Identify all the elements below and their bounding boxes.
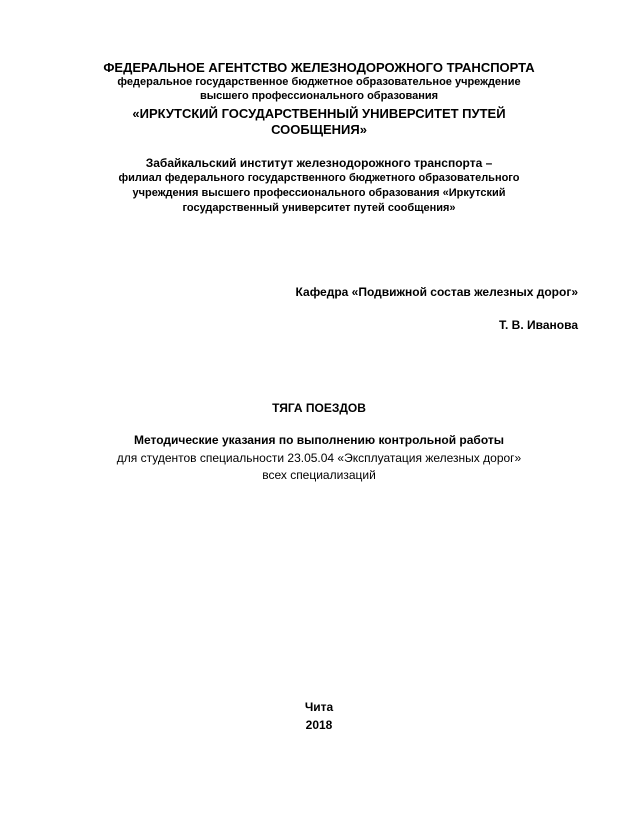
author-name: Т. В. Иванова — [499, 318, 578, 332]
subtitle-line-1: Методические указания по выполнению контрольной работы — [134, 433, 504, 447]
institution-type-line-1: федеральное государственное бюджетное образовательное учреждение — [117, 76, 521, 88]
department-name: Кафедра «Подвижной состав железных дорог» — [295, 285, 578, 299]
university-name-line-2: СООБЩЕНИЯ» — [271, 122, 367, 137]
year: 2018 — [305, 718, 333, 732]
branch-description-line-2: учреждения высшего профессионального образования «Иркутский — [132, 187, 506, 199]
city: Чита — [304, 700, 334, 714]
document-title: ТЯГА ПОЕЗДОВ — [272, 401, 366, 415]
subtitle-line-3: всех специализаций — [262, 468, 376, 482]
university-name-line-1: «ИРКУТСКИЙ ГОСУДАРСТВЕННЫЙ УНИВЕРСИТЕТ ПУТЕЙ — [132, 106, 506, 121]
branch-name: Забайкальский институт железнодорожного транспорта – — [145, 156, 493, 170]
branch-description-line-3: государственный университет путей сообщения» — [182, 202, 456, 214]
branch-description-line-1: филиал федерального государственного бюджетного образовательного — [118, 172, 520, 184]
institution-type-line-2: высшего профессионального образования — [199, 90, 439, 102]
agency-name: ФЕДЕРАЛЬНОЕ АГЕНТСТВО ЖЕЛЕЗНОДОРОЖНОГО ТРАНСПОРТА — [103, 60, 535, 75]
subtitle-line-2: для студентов специальности 23.05.04 «Эксплуатация железных дорог» — [116, 451, 522, 465]
